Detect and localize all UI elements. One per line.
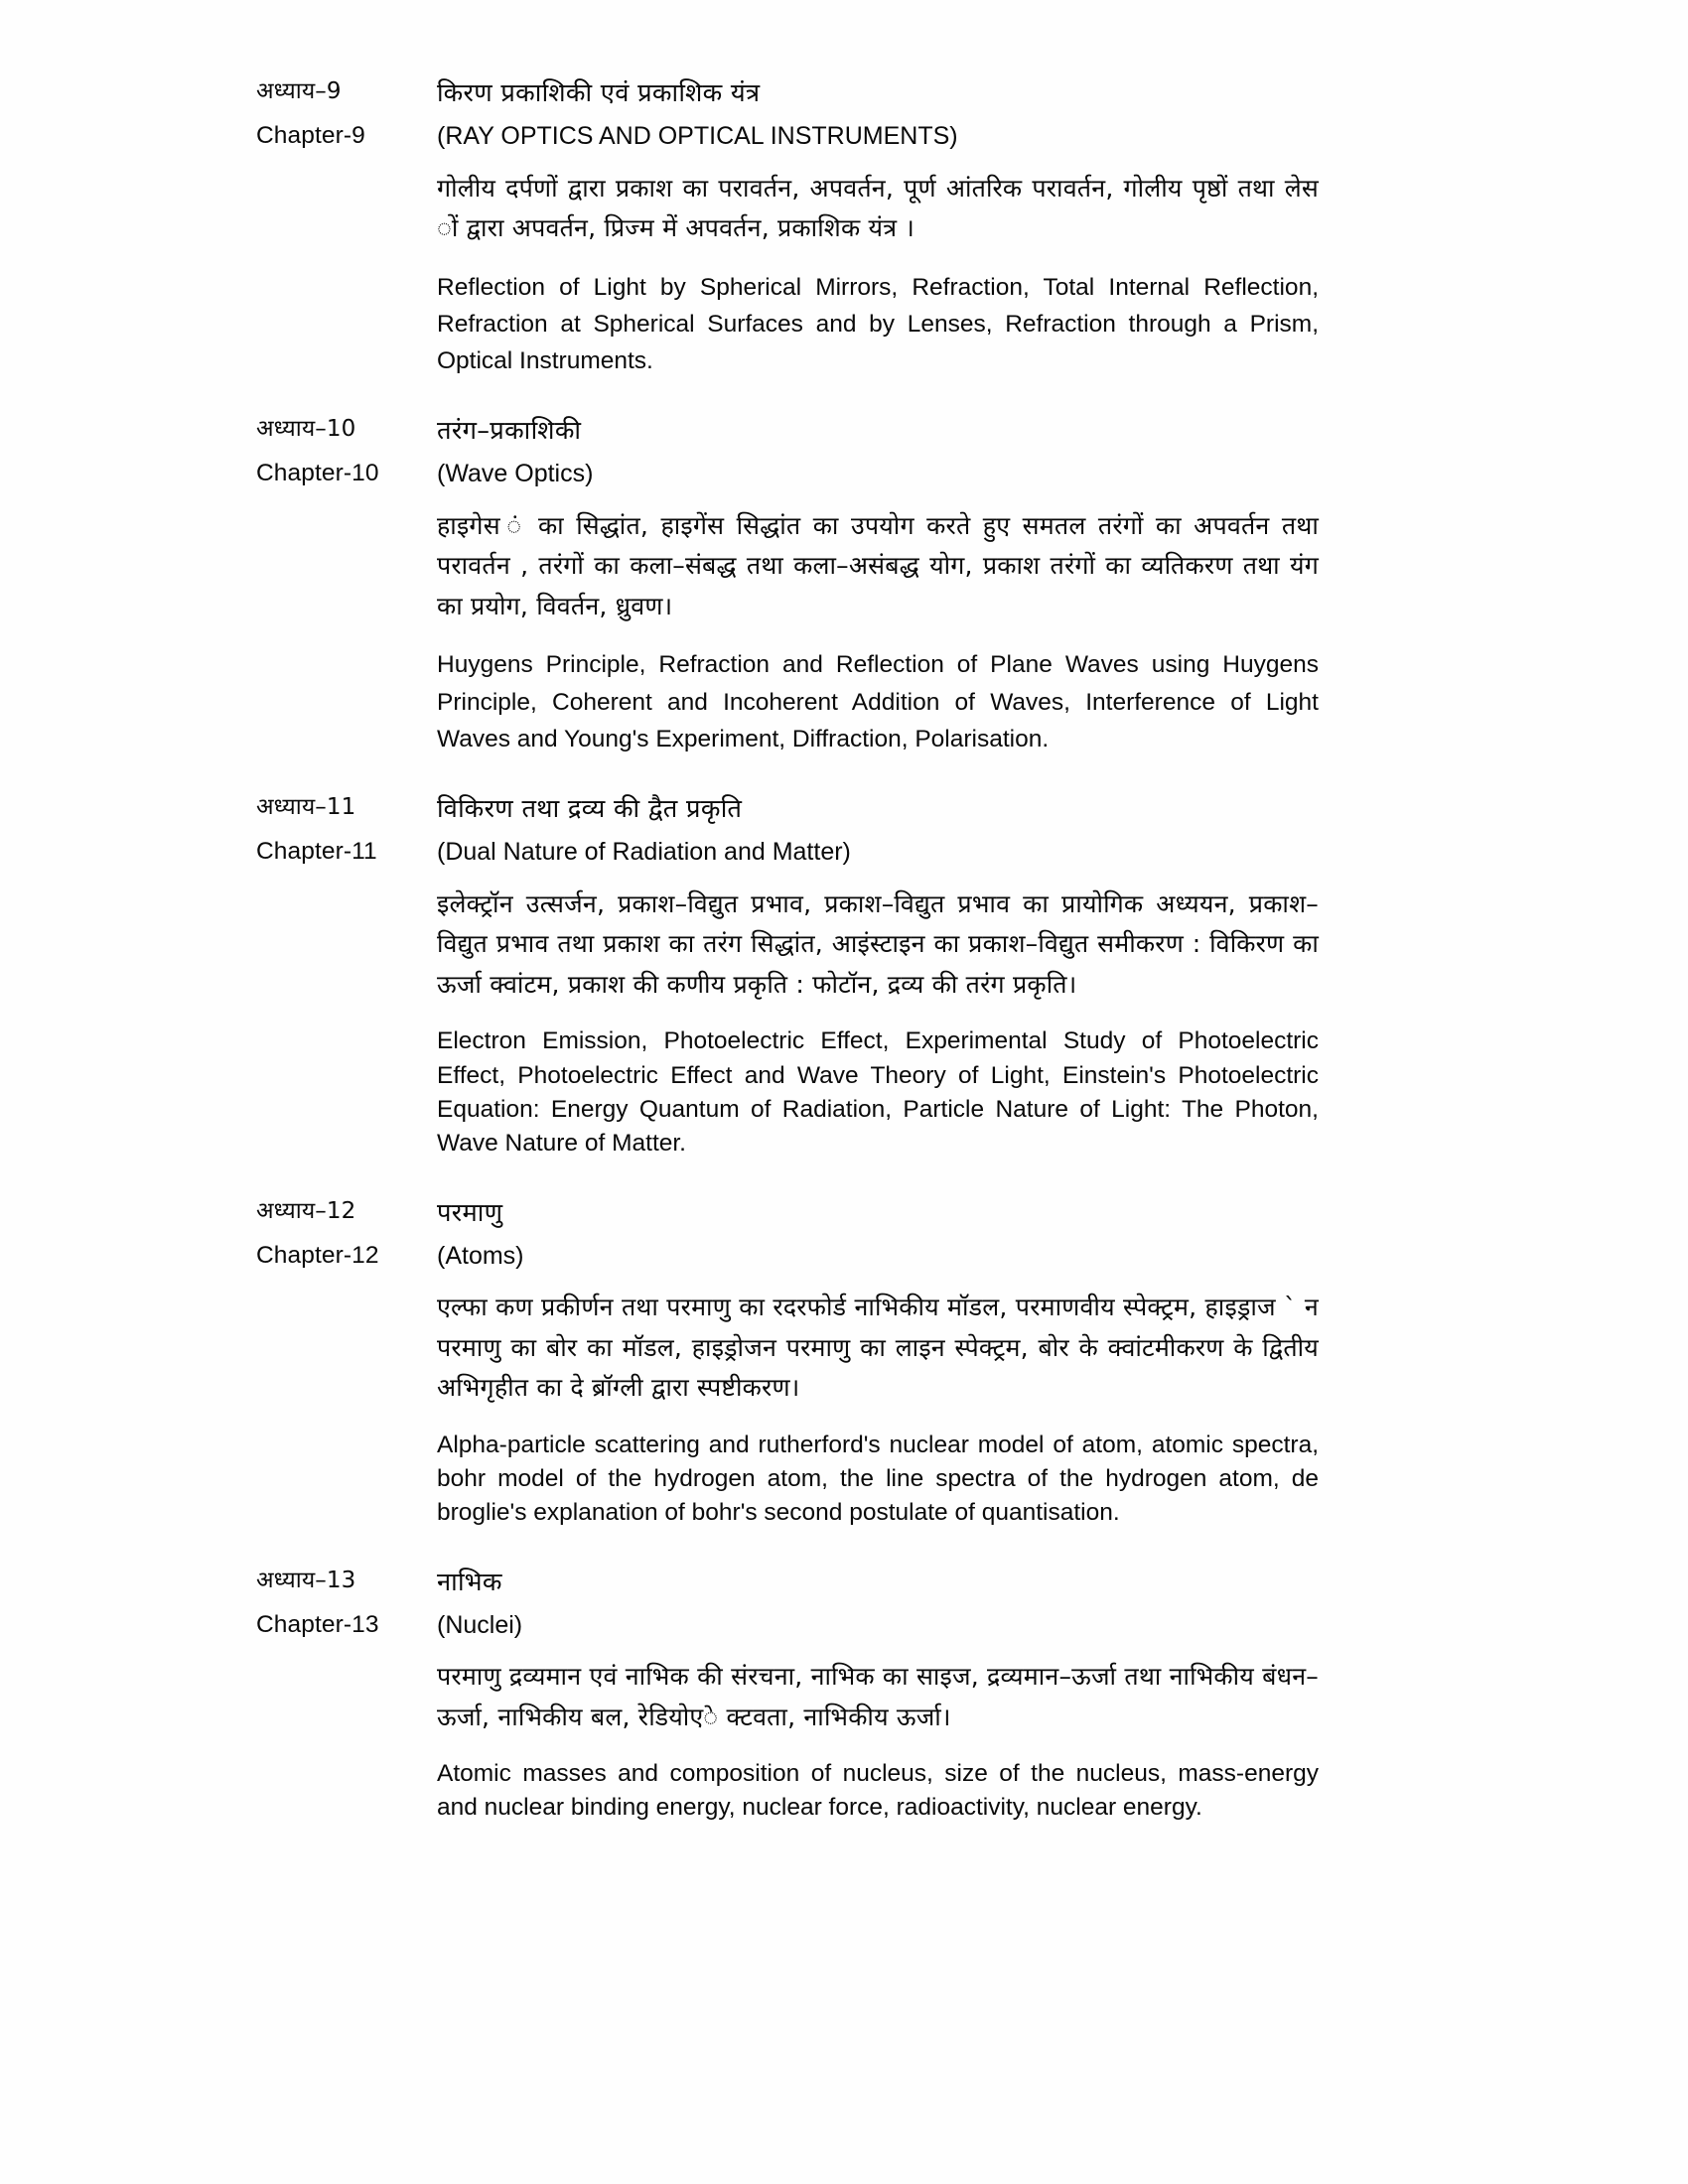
chapter-9-hindi-body: गोलीय दर्पणों द्वारा प्रकाश का परावर्तन, अपवर्तन, पूर्ण आंतरिक परावर्तन, गोलीय पृष्ठों तथा लेस ों द्वारा अपवर्तन, प्रिज्म में अपवर्तन, प्रकाशिक यंत्र । [437,173,1319,243]
chapter-12-hindi-body: एल्फा कण प्रकीर्णन तथा परमाणु का रदरफोर्ड नाभिकीय मॉडल, परमाणवीय स्पेक्ट्रम, हाइड्राज ` न परमाणु का बोर का मॉडल, हाइड्रोजन परमाणु का लाइन स्पेक्ट्रम, बोर के क्वांटमीकरण के द्वितीय अभिगृहीत का दे ब्रॉग्ली द्वारा स्पष्टीकरण। [437,1293,1319,1403]
chapter-11-hindi-heading [256,793,1319,826]
chapter-12-hindi-label: अध्याय–12 [256,1197,356,1224]
chapter-11-hindi-body: इलेक्ट्रॉन उत्सर्जन, प्रकाश–विद्युत प्रभाव, प्रकाश–विद्युत प्रभाव का प्रायोगिक अध्ययन, प्रकाश–विद्युत प्रभाव तथा प्रकाश का तरंग सिद्धांत, आइंस्टाइन का प्रकाश–विद्युत समीकरण : विकिरण का ऊर्जा क्वांटम, प्रकाश की कणीय प्रकृति : फोटॉन, द्रव्य की तरंग प्रकृति। [437,888,1319,999]
chapter-11-english-body: Electron Emission, Photoelectric Effect, Experimental Study of Photoelectric Effect, Photoelectric Effect and Wave Theory of Light, Einstein's Photoelectric Equation: Energy Quantum of Radiation, Particle Nature of Light: The Photon, Wave Nature of Matter. [437,1027,1319,1158]
chapter-12-hindi-heading [256,1197,1319,1230]
chapter-13-hindi-label: अध्याय–13 [256,1567,356,1593]
chapter-10-english-heading [256,458,1319,490]
chapter-12-english-title: (Atoms) [437,1241,524,1270]
chapter-13-english-heading [256,1609,1319,1642]
chapter-11-english-title: (Dual Nature of Radiation and Matter) [437,838,851,867]
section-spacer [256,1531,1319,1545]
chapter-13-english-title: (Nuclei) [437,1610,523,1639]
chapter-block-13 [256,1567,1319,1826]
chapter-13-hindi-body: परमाणु द्रव्यमान एवं नाभिक की संरचना, नाभिक का साइज, द्रव्यमान–ऊर्जा तथा नाभिकीय बंधन–ऊर्जा, नाभिकीय बल, रेडियोएे क्टवता, नाभिकीय ऊर्जा। [437,1662,1319,1731]
chapter-11-english-label: Chapter-11 [256,838,377,866]
chapter-10-hindi-title: तरंग–प्रकाशिकी [437,416,582,447]
chapter-9-hindi-label: अध्याय–9 [256,78,342,104]
chapter-10-english-title: (Wave Optics) [437,460,594,488]
chapter-block-12 [256,1197,1319,1531]
chapter-9-english-heading [256,120,1319,153]
chapter-block-11 [256,793,1319,1160]
chapter-13-english-body: Atomic masses and composition of nucleus, size of the nucleus, mass-energy and nuclear binding energy, nuclear force, radioactivity, nuclear energy. [437,1760,1319,1822]
section-spacer [256,379,1319,393]
page-content [256,77,1319,1826]
chapter-9-hindi-title: किरण प्रकाशिकी एवं प्रकाशिक यंत्र [437,78,761,108]
chapter-13-english-label: Chapter-13 [256,1610,379,1638]
chapter-13-hindi-heading [256,1567,1319,1599]
chapter-12-english-heading [256,1240,1319,1273]
chapter-10-hindi-label: अध्याय–10 [256,416,356,443]
chapter-block-10 [256,415,1319,757]
chapter-12-english-body: Alpha-particle scattering and rutherford's nuclear model of atom, atomic spectra, bohr model of the hydrogen atom, the line spectra of the hydrogen atom, de broglie's explanation of bohr's second postulate of quantisation. [437,1431,1319,1527]
chapter-12-hindi-title: परमाणु [437,1197,503,1228]
chapter-13-hindi-title: नाभिक [437,1567,502,1597]
chapter-10-english-body: Huygens Principle, Refraction and Reflection of Plane Waves using Huygens Principle, Coherent and Incoherent Addition of Waves, Interference of Light Waves and Young's Experiment, Diffraction, Polarisation. [437,651,1319,752]
chapter-12-english-label: Chapter-12 [256,1241,379,1269]
section-spacer [256,1161,1319,1175]
chapter-11-english-heading [256,836,1319,869]
chapter-10-english-label: Chapter-10 [256,460,379,487]
chapter-9-english-body: Reflection of Light by Spherical Mirrors, Refraction, Total Internal Reflection, Refraction at Spherical Surfaces and by Lenses, Refraction through a Prism, Optical Instruments. [437,273,1319,375]
chapter-10-hindi-heading [256,415,1319,448]
chapter-11-hindi-label: अध्याय–11 [256,794,356,821]
chapter-9-hindi-heading [256,77,1319,110]
section-spacer [256,757,1319,771]
chapter-9-english-label: Chapter-9 [256,122,365,150]
chapter-block-9 [256,77,1319,379]
chapter-9-english-title: (RAY OPTICS AND OPTICAL INSTRUMENTS) [437,122,958,151]
chapter-11-hindi-title: विकिरण तथा द्रव्य की द्वैत प्रकृति [437,794,743,825]
chapter-10-hindi-body: हाइगेस ं का सिद्धांत, हाइगेंस सिद्धांत का उपयोग करते हुए समतल तरंगों का अपवर्तन तथा परावर्तन , तरंगों का कला–संबद्ध तथा कला–असंबद्ध योग, प्रकाश तरंगों का व्यतिकरण तथा यंग का प्रयोग, विवर्तन, ध्रुवण। [437,510,1319,620]
